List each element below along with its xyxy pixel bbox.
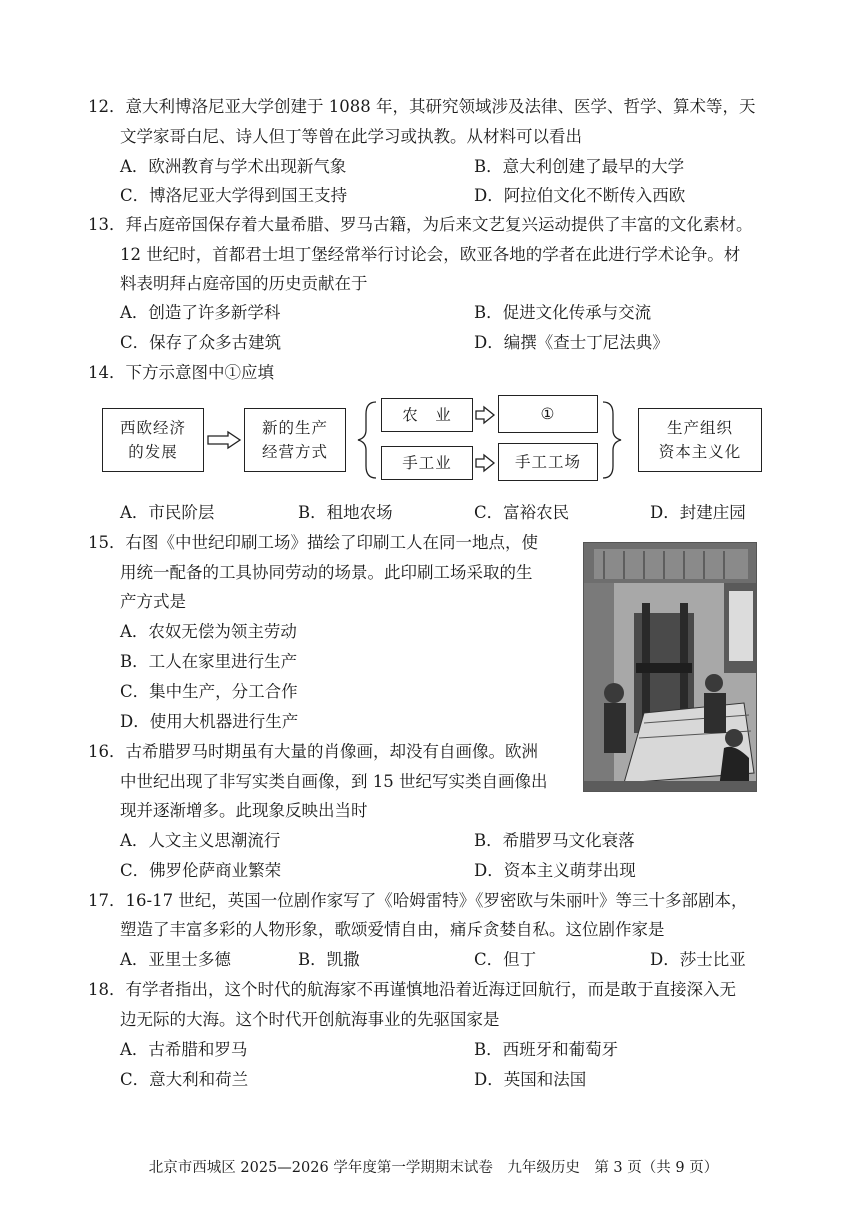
q14-option-c[interactable]: C．富裕农民 [474, 503, 570, 522]
printing-workshop-engraving [583, 542, 757, 792]
hollow-arrow-1 [208, 432, 240, 448]
q18-option-c[interactable]: C．意大利和荷兰 [120, 1070, 249, 1089]
q13-option-c[interactable]: C．保存了众多古建筑 [120, 333, 282, 352]
q13-stem-line1: 13．拜占庭帝国保存着大量希腊、罗马古籍，为后来文艺复兴运动提供了丰富的文化素材。 [88, 215, 753, 234]
q16-stem-line2: 中世纪出现了非写实类自画像，到 15 世纪写实类自画像出 [120, 772, 548, 791]
q18-option-a[interactable]: A．古希腊和罗马 [120, 1040, 248, 1059]
q18-option-b[interactable]: B．西班牙和葡萄牙 [474, 1040, 619, 1059]
q15-option-c[interactable]: C．集中生产，分工合作 [120, 682, 298, 701]
q14-option-b[interactable]: B．租地农场 [298, 503, 393, 522]
q14-stem-line1: 14．下方示意图中①应填 [88, 363, 274, 382]
q13-stem-line3: 料表明拜占庭帝国的历史贡献在于 [120, 274, 368, 293]
q12-option-a[interactable]: A．欧洲教育与学术出现新气象 [120, 157, 347, 176]
right-brace [603, 402, 621, 478]
q15-option-b[interactable]: B．工人在家里进行生产 [120, 652, 298, 671]
engraving-illustration [584, 543, 757, 792]
diagram-connectors [0, 390, 867, 490]
q12-option-b[interactable]: B．意大利创建了最早的大学 [474, 157, 685, 176]
q13-stem-line2: 12 世纪时，首都君士坦丁堡经常举行讨论会，欧亚各地的学者在此进行学术论争。材 [120, 245, 741, 264]
q15-option-d[interactable]: D．使用大机器进行生产 [120, 712, 299, 731]
q13-option-a[interactable]: A．创造了许多新学科 [120, 303, 281, 322]
q18-option-d[interactable]: D．英国和法国 [474, 1070, 587, 1089]
q18-stem-line2: 边无际的大海。这个时代开创航海事业的先驱国家是 [120, 1010, 500, 1029]
diagram-box-agriculture: 农 业 [381, 398, 473, 432]
q18-stem-line1: 18．有学者指出，这个时代的航海家不再谨慎地沿着近海迂回航行，而是敢于直接深入无 [88, 980, 736, 999]
q12-stem-line1: 12．意大利博洛尼亚大学创建于 1088 年，其研究领域涉及法律、医学、哲学、算术等，天 [88, 97, 756, 116]
q12-option-d[interactable]: D．阿拉伯文化不断传入西欧 [474, 186, 686, 205]
q16-option-b[interactable]: B．希腊罗马文化衰落 [474, 831, 635, 850]
diagram-box-capitalism-line2: 资本主义化 [658, 443, 742, 461]
q15-stem-line1: 15．右图《中世纪印刷工场》描绘了印刷工人在同一地点，使 [88, 533, 538, 552]
q17-option-a[interactable]: A．亚里士多德 [120, 950, 231, 969]
q17-stem-line2: 塑造了丰富多彩的人物形象，歌颂爱情自由，痛斥贪婪自私。这位剧作家是 [120, 920, 665, 939]
diagram-box-workshop: 手工工场 [498, 443, 598, 481]
q16-stem-line1: 16．古希腊罗马时期虽有大量的肖像画，却没有自画像。欧洲 [88, 742, 538, 761]
q15-stem-line2: 用统一配备的工具协同劳动的场景。此印刷工场采取的生 [120, 563, 533, 582]
q17-option-b[interactable]: B．凯撒 [298, 950, 360, 969]
q14-option-d[interactable]: D．封建庄园 [650, 503, 746, 522]
diagram-box-handicraft: 手工业 [381, 446, 473, 480]
hollow-arrow-3 [476, 455, 494, 471]
diagram-box-new-mode-line1: 新的生产 [261, 419, 328, 437]
q16-option-c[interactable]: C．佛罗伦萨商业繁荣 [120, 861, 282, 880]
q13-option-b[interactable]: B．促进文化传承与交流 [474, 303, 652, 322]
q12-stem-line2: 文学家哥白尼、诗人但丁等曾在此学习或执教。从材料可以看出 [120, 127, 582, 146]
q17-option-c[interactable]: C．但丁 [474, 950, 537, 969]
q15-stem-line3: 产方式是 [120, 592, 186, 611]
q17-stem-line1: 17．16-17 世纪，英国一位剧作家写了《哈姆雷特》《罗密欧与朱丽叶》等三十多部剧本， [88, 891, 748, 910]
q14-flow-diagram [0, 390, 867, 480]
diagram-box-economy-line1: 西欧经济 [119, 419, 186, 437]
diagram-box-new-mode-line2: 经营方式 [261, 443, 328, 461]
q12-option-c[interactable]: C．博洛尼亚大学得到国王支持 [120, 186, 348, 205]
hollow-arrow-2 [476, 407, 494, 423]
q15-option-a[interactable]: A．农奴无偿为领主劳动 [120, 622, 297, 641]
q16-option-d[interactable]: D．资本主义萌芽出现 [474, 861, 636, 880]
q17-option-d[interactable]: D．莎士比亚 [650, 950, 746, 969]
diagram-box-blank-1: ① [498, 395, 598, 433]
q13-option-d[interactable]: D．编撰《查士丁尼法典》 [474, 333, 669, 352]
page-footer: 北京市西城区 2025—2026 学年度第一学期期末试卷 九年级历史 第 3 页（共 9 页） [148, 1160, 719, 1176]
q14-option-a[interactable]: A．市民阶层 [120, 503, 215, 522]
q16-option-a[interactable]: A．人文主义思潮流行 [120, 831, 281, 850]
diagram-box-capitalism-line1: 生产组织 [666, 419, 733, 437]
diagram-box-economy-line2: 的发展 [128, 443, 178, 461]
q16-stem-line3: 现并逐渐增多。此现象反映出当时 [120, 801, 368, 820]
left-brace [358, 402, 376, 478]
